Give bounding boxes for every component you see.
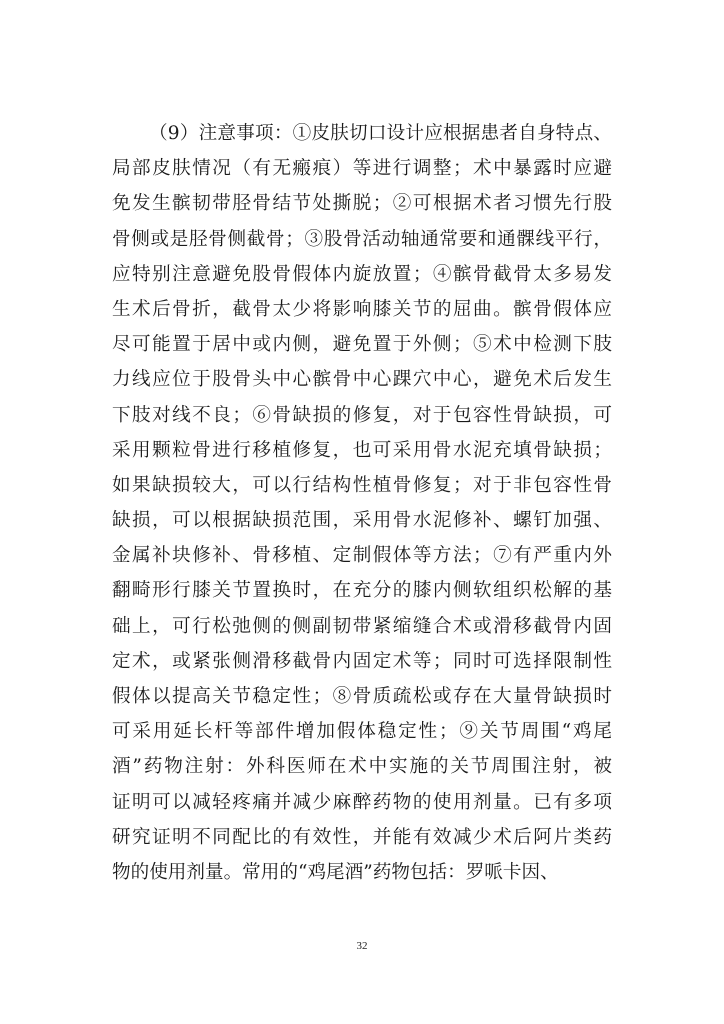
text-line: 免发生髌韧带胫骨结节处撕脱；②可根据术者习惯先行股	[112, 193, 612, 215]
text-line: 础上，可行松弛侧的侧副韧带紧缩缝合术或滑移截骨内固	[112, 615, 612, 637]
text-line: 物的使用剂量。常用的“鸡尾酒”药物包括：罗哌卡因、	[112, 861, 559, 883]
text-line: 金属补块修补、骨移植、定制假体等方法；⑦有严重内外	[112, 545, 612, 567]
text-line: 采用颗粒骨进行移植修复，也可采用骨水泥充填骨缺损；	[112, 439, 612, 461]
page-number: 32	[356, 940, 368, 952]
text-line: 缺损，可以根据缺损范围，采用骨水泥修补、螺钉加强、	[112, 510, 612, 532]
body-paragraph	[112, 116, 612, 890]
text-line: 假体以提高关节稳定性；⑧骨质疏松或存在大量骨缺损时	[112, 686, 612, 707]
text-line: 可采用延长杆等部件增加假体稳定性；⑨关节周围“鸡尾	[112, 721, 612, 743]
text-line: 研究证明不同配比的有效性，并能有效减少术后阿片类药	[112, 826, 612, 848]
text-line: 力线应位于股骨头中心髌骨中心踝穴中心，避免术后发生	[112, 369, 612, 391]
text-line: 生术后骨折，截骨太少将影响膝关节的屈曲。髌骨假体应	[112, 298, 612, 320]
text-line: 下肢对线不良；⑥骨缺损的修复，对于包容性骨缺损，可	[112, 404, 612, 426]
text-line: 翻畸形行膝关节置换时，在充分的膝内侧软组织松解的基	[112, 580, 612, 602]
text-line: 证明可以减轻疼痛并减少麻醉药物的使用剂量。已有多项	[112, 791, 612, 813]
text-line: 如果缺损较大，可以行结构性植骨修复；对于非包容性骨	[112, 474, 612, 496]
text-line: 定术，或紧张侧滑移截骨内固定术等；同时可选择限制性	[112, 650, 612, 672]
text-line: （9）注意事项：①皮肤切口设计应根据患者自身特点、	[149, 123, 612, 144]
text-line: 尽可能置于居中或内侧，避免置于外侧；⑤术中检测下肢	[112, 334, 612, 356]
text-line: 应特别注意避免股骨假体内旋放置；④髌骨截骨太多易发	[112, 263, 612, 285]
text-line: 骨侧或是胫骨侧截骨；③股骨活动轴通常要和通髁线平行，	[112, 228, 612, 250]
text-line: 酒”药物注射：外科医师在术中实施的关节周围注射，被	[112, 756, 612, 778]
text-line: 局部皮肤情况（有无瘢痕）等进行调整；术中暴露时应避	[112, 158, 612, 180]
